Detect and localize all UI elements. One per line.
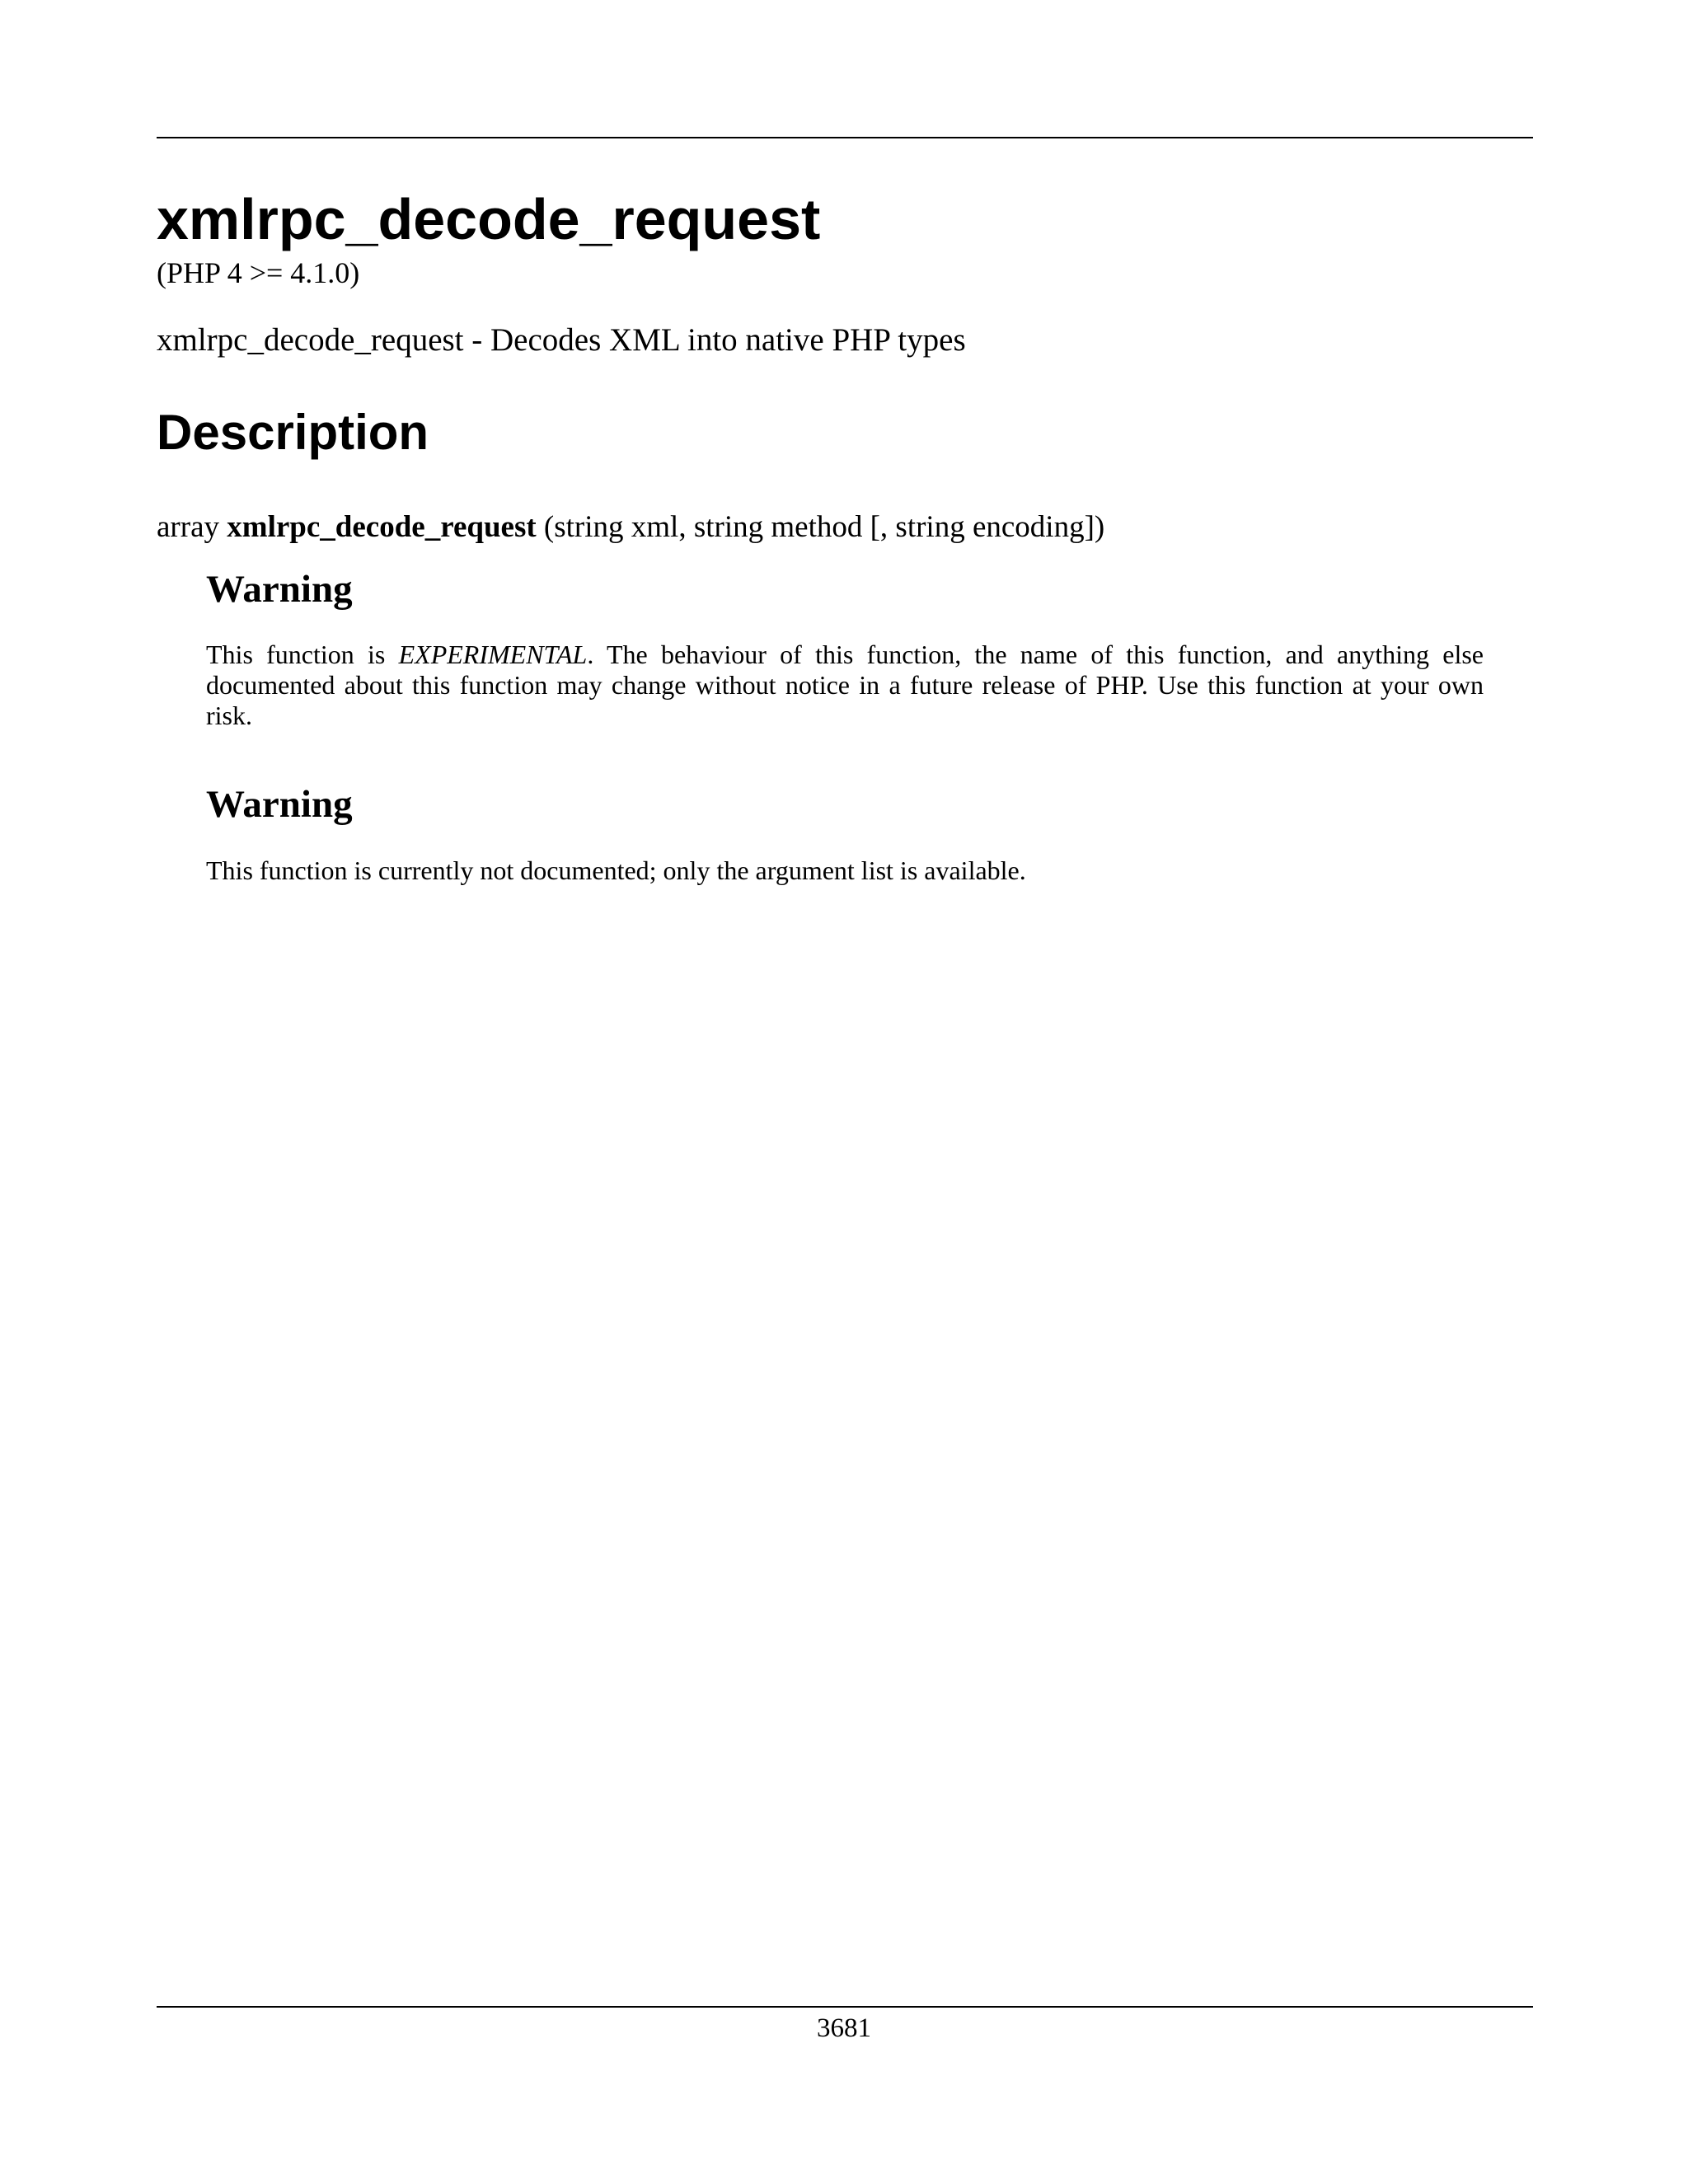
function-synopsis [157,509,1104,546]
description-heading: Description [157,405,429,460]
experimental-emphasis: EXPERIMENTAL [398,640,588,669]
warning-title-experimental: Warning [206,568,353,611]
version-info: (PHP 4 >= 4.1.0) [157,256,360,289]
page-title: xmlrpc_decode_request [157,187,821,251]
warning-text-experimental [206,640,1484,731]
function-purpose: xmlrpc_decode_request - Decodes XML into native PHP types [157,322,966,358]
warning-text-undocumented: This function is currently not documented; only the argument list is available. [206,855,1026,885]
warning-text-rest: . The behaviour of this function, the name of this function, and anything else documented about this function may change without notice in a future release of PHP. Use this function at your own risk. [206,640,1484,730]
warning-title-undocumented: Warning [206,783,353,826]
function-name: xmlrpc_decode_request [227,510,537,544]
page-number: 3681 [817,2013,871,2043]
footer-rule [157,2006,1533,2008]
warning-text-lead: This function is [206,640,399,669]
return-type: array [157,510,219,544]
function-params: (string xml, string method [, string encoding]) [543,510,1105,544]
header-rule [157,137,1533,138]
